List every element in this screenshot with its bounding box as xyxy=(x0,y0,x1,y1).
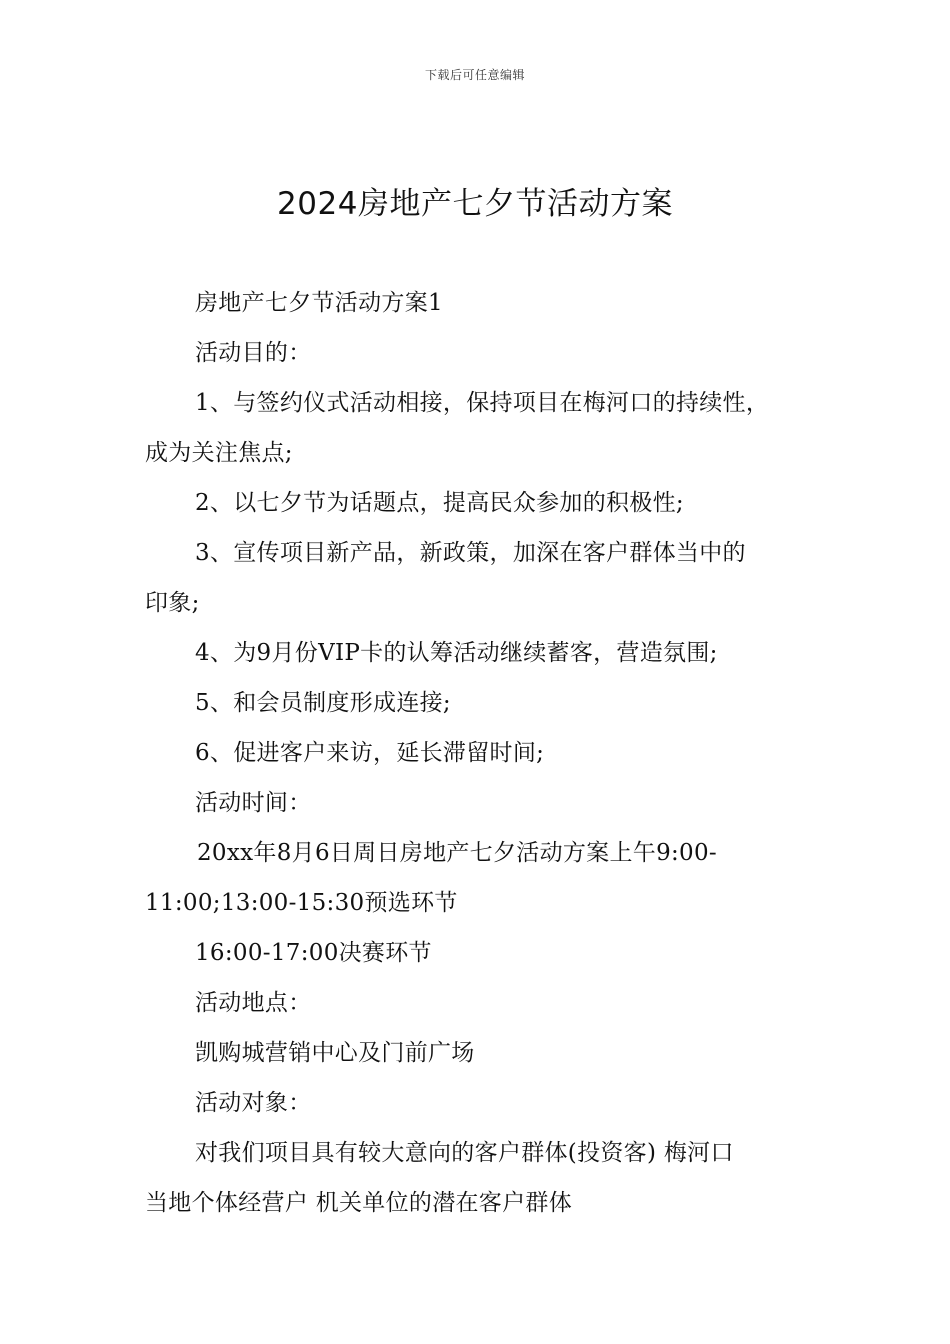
document-title: 2024房地产七夕节活动方案 xyxy=(277,186,673,222)
paragraph-line: 4、为9月份VIP卡的认筹活动继续蓄客，营造氛围; xyxy=(195,640,718,666)
paragraph-label: 活动时间： xyxy=(195,790,312,816)
paragraph-line: 1、与签约仪式活动相接，保持项目在梅河口的持续性， xyxy=(195,390,770,416)
section-heading: 房地产七夕节活动方案1 xyxy=(195,290,443,316)
paragraph-label: 活动地点： xyxy=(195,990,312,1016)
paragraph-line: 2、以七夕节为话题点，提高民众参加的积极性; xyxy=(195,490,684,516)
paragraph-line: 20xx年8月6日周日房地产七夕活动方案上午9:00- xyxy=(197,840,717,866)
paragraph-line: 对我们项目具有较大意向的客户群体(投资客) 梅河口 xyxy=(195,1140,734,1166)
document-body xyxy=(145,278,810,1228)
paragraph-line: 11:00;13:00-15:30预选环节 xyxy=(145,890,458,916)
paragraph-line: 6、促进客户来访，延长滞留时间; xyxy=(195,740,545,766)
paragraph-label: 活动对象： xyxy=(195,1090,312,1116)
paragraph-line: 凯购城营销中心及门前广场 xyxy=(195,1040,475,1066)
paragraph-label: 活动目的： xyxy=(195,340,312,366)
paragraph-line: 16:00-17:00决赛环节 xyxy=(195,940,432,966)
paragraph-line: 3、宣传项目新产品，新政策，加深在客户群体当中的 xyxy=(195,540,746,566)
header-note: 下载后可任意编辑 xyxy=(424,68,525,82)
paragraph-line: 5、和会员制度形成连接; xyxy=(195,690,451,716)
paragraph-line: 印象; xyxy=(145,590,200,616)
paragraph-line: 成为关注焦点; xyxy=(145,440,293,466)
paragraph-line: 当地个体经营户 机关单位的潜在客户群体 xyxy=(145,1190,573,1216)
